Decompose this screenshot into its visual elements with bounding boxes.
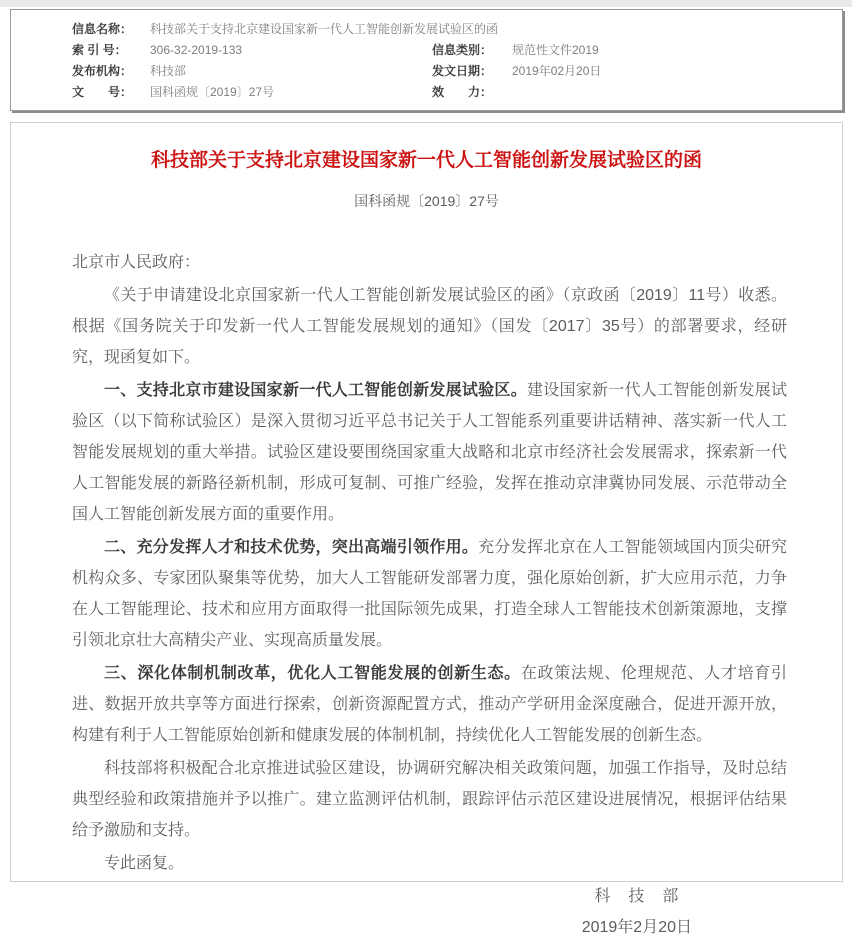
document-content-box	[10, 122, 843, 936]
paragraph-item-2-heading: 二、充分发挥人才和技术优势，突出高端引领作用。	[104, 539, 479, 556]
meta-label-info-category: 信息类别：	[432, 43, 493, 57]
signature-agency: 科 技 部	[594, 888, 680, 905]
paragraph-closing-reply-text: 专此函复。	[104, 855, 185, 872]
salutation: 北京市人民政府：	[72, 254, 201, 271]
meta-value-info-category: 规范性文件2019	[512, 43, 599, 57]
meta-row-docnumber	[72, 82, 842, 103]
paragraph-item-2	[72, 532, 787, 656]
paragraph-closing-reply	[72, 848, 787, 879]
paragraph-closing-support-text: 科技部将积极配合北京推进试验区建设，协调研究解决相关政策问题，加强工作指导，及时总结典型经验和政策措施并予以推广。建立监测评估机制，跟踪评估示范区建设进展情况，根据评估结果给予激励和支持。	[72, 760, 787, 839]
paragraph-item-3-text: 在政策法规、伦理规范、人才培育引进、数据开放共享等方面进行探索，创新资源配置方式，推动产学研用金深度融合，促进开源开放，构建有利于人工智能原始创新和健康发展的体制机制，持续优化人工智能发展的创新生态。	[72, 665, 787, 744]
paragraph-intro-text: 《关于申请建设北京国家新一代人工智能创新发展试验区的函》（京政函〔2019〕11号）收悉。根据《国务院关于印发新一代人工智能发展规划的通知》（国发〔2017〕35号）的部署要求，经研究，现函复如下。	[72, 287, 787, 366]
meta-label-info-name: 信息名称：	[72, 22, 133, 36]
meta-value-effectiveness	[512, 82, 842, 103]
meta-table	[72, 19, 842, 103]
meta-label-issuing-agency: 发布机构：	[72, 64, 133, 78]
document-meta-box	[10, 9, 843, 111]
paragraph-closing-support	[72, 753, 787, 846]
page-top-strip	[0, 0, 852, 7]
meta-row-agency	[72, 61, 842, 82]
meta-value-issue-date: 2019年02月20日	[512, 64, 602, 78]
paragraph-item-3	[72, 658, 787, 751]
paragraph-intro	[72, 280, 787, 373]
meta-label-effectiveness: 效 力：	[432, 85, 493, 99]
paragraph-item-2-text: 充分发挥北京在人工智能领域国内顶尖研究机构众多、专家团队聚集等优势，加大人工智能研发部署力度，强化原始创新，扩大应用示范，力争在人工智能理论、技术和应用方面取得一批国际领先成果，打造全球人工智能技术创新策源地，支撑引领北京壮大高精尖产业、实现高质量发展。	[72, 539, 787, 649]
document-body	[11, 247, 842, 879]
meta-value-doc-number: 国科函规〔2019〕27号	[150, 85, 275, 99]
paragraph-item-1-text: 建设国家新一代人工智能创新发展试验区（以下简称试验区）是深入贯彻习近平总书记关于人工智能系列重要讲话精神、落实新一代人工智能发展规划的重大举措。试验区建设要围绕国家重大战略和北京市经济社会发展需求，探索新一代人工智能发展的新路径新机制，形成可复制、可推广经验，发挥在推动京津冀协同发展、示范带动全国人工智能创新发展方面的重要作用。	[72, 382, 787, 523]
meta-row-name	[72, 19, 842, 40]
paragraph-item-1	[72, 375, 787, 530]
document-title: 科技部关于支持北京建设国家新一代人工智能创新发展试验区的函	[150, 150, 702, 171]
paragraph-item-3-heading: 三、深化体制机制改革，优化人工智能发展的创新生态。	[104, 665, 521, 682]
signature-date: 2019年2月20日	[581, 919, 692, 936]
meta-row-index	[72, 40, 842, 61]
meta-value-issuing-agency: 科技部	[150, 64, 187, 78]
signature-block	[582, 881, 692, 943]
meta-value-info-name: 科技部关于支持北京建设国家新一代人工智能创新发展试验区的函	[150, 22, 499, 36]
meta-label-doc-number: 文 号：	[72, 85, 133, 99]
meta-value-index-number: 306-32-2019-133	[150, 43, 243, 57]
document-number: 国科函规〔2019〕27号	[354, 193, 499, 209]
meta-label-issue-date: 发文日期：	[432, 64, 493, 78]
meta-label-index-number: 索 引 号：	[72, 43, 127, 57]
paragraph-item-1-heading: 一、支持北京市建设国家新一代人工智能创新发展试验区。	[104, 382, 527, 399]
